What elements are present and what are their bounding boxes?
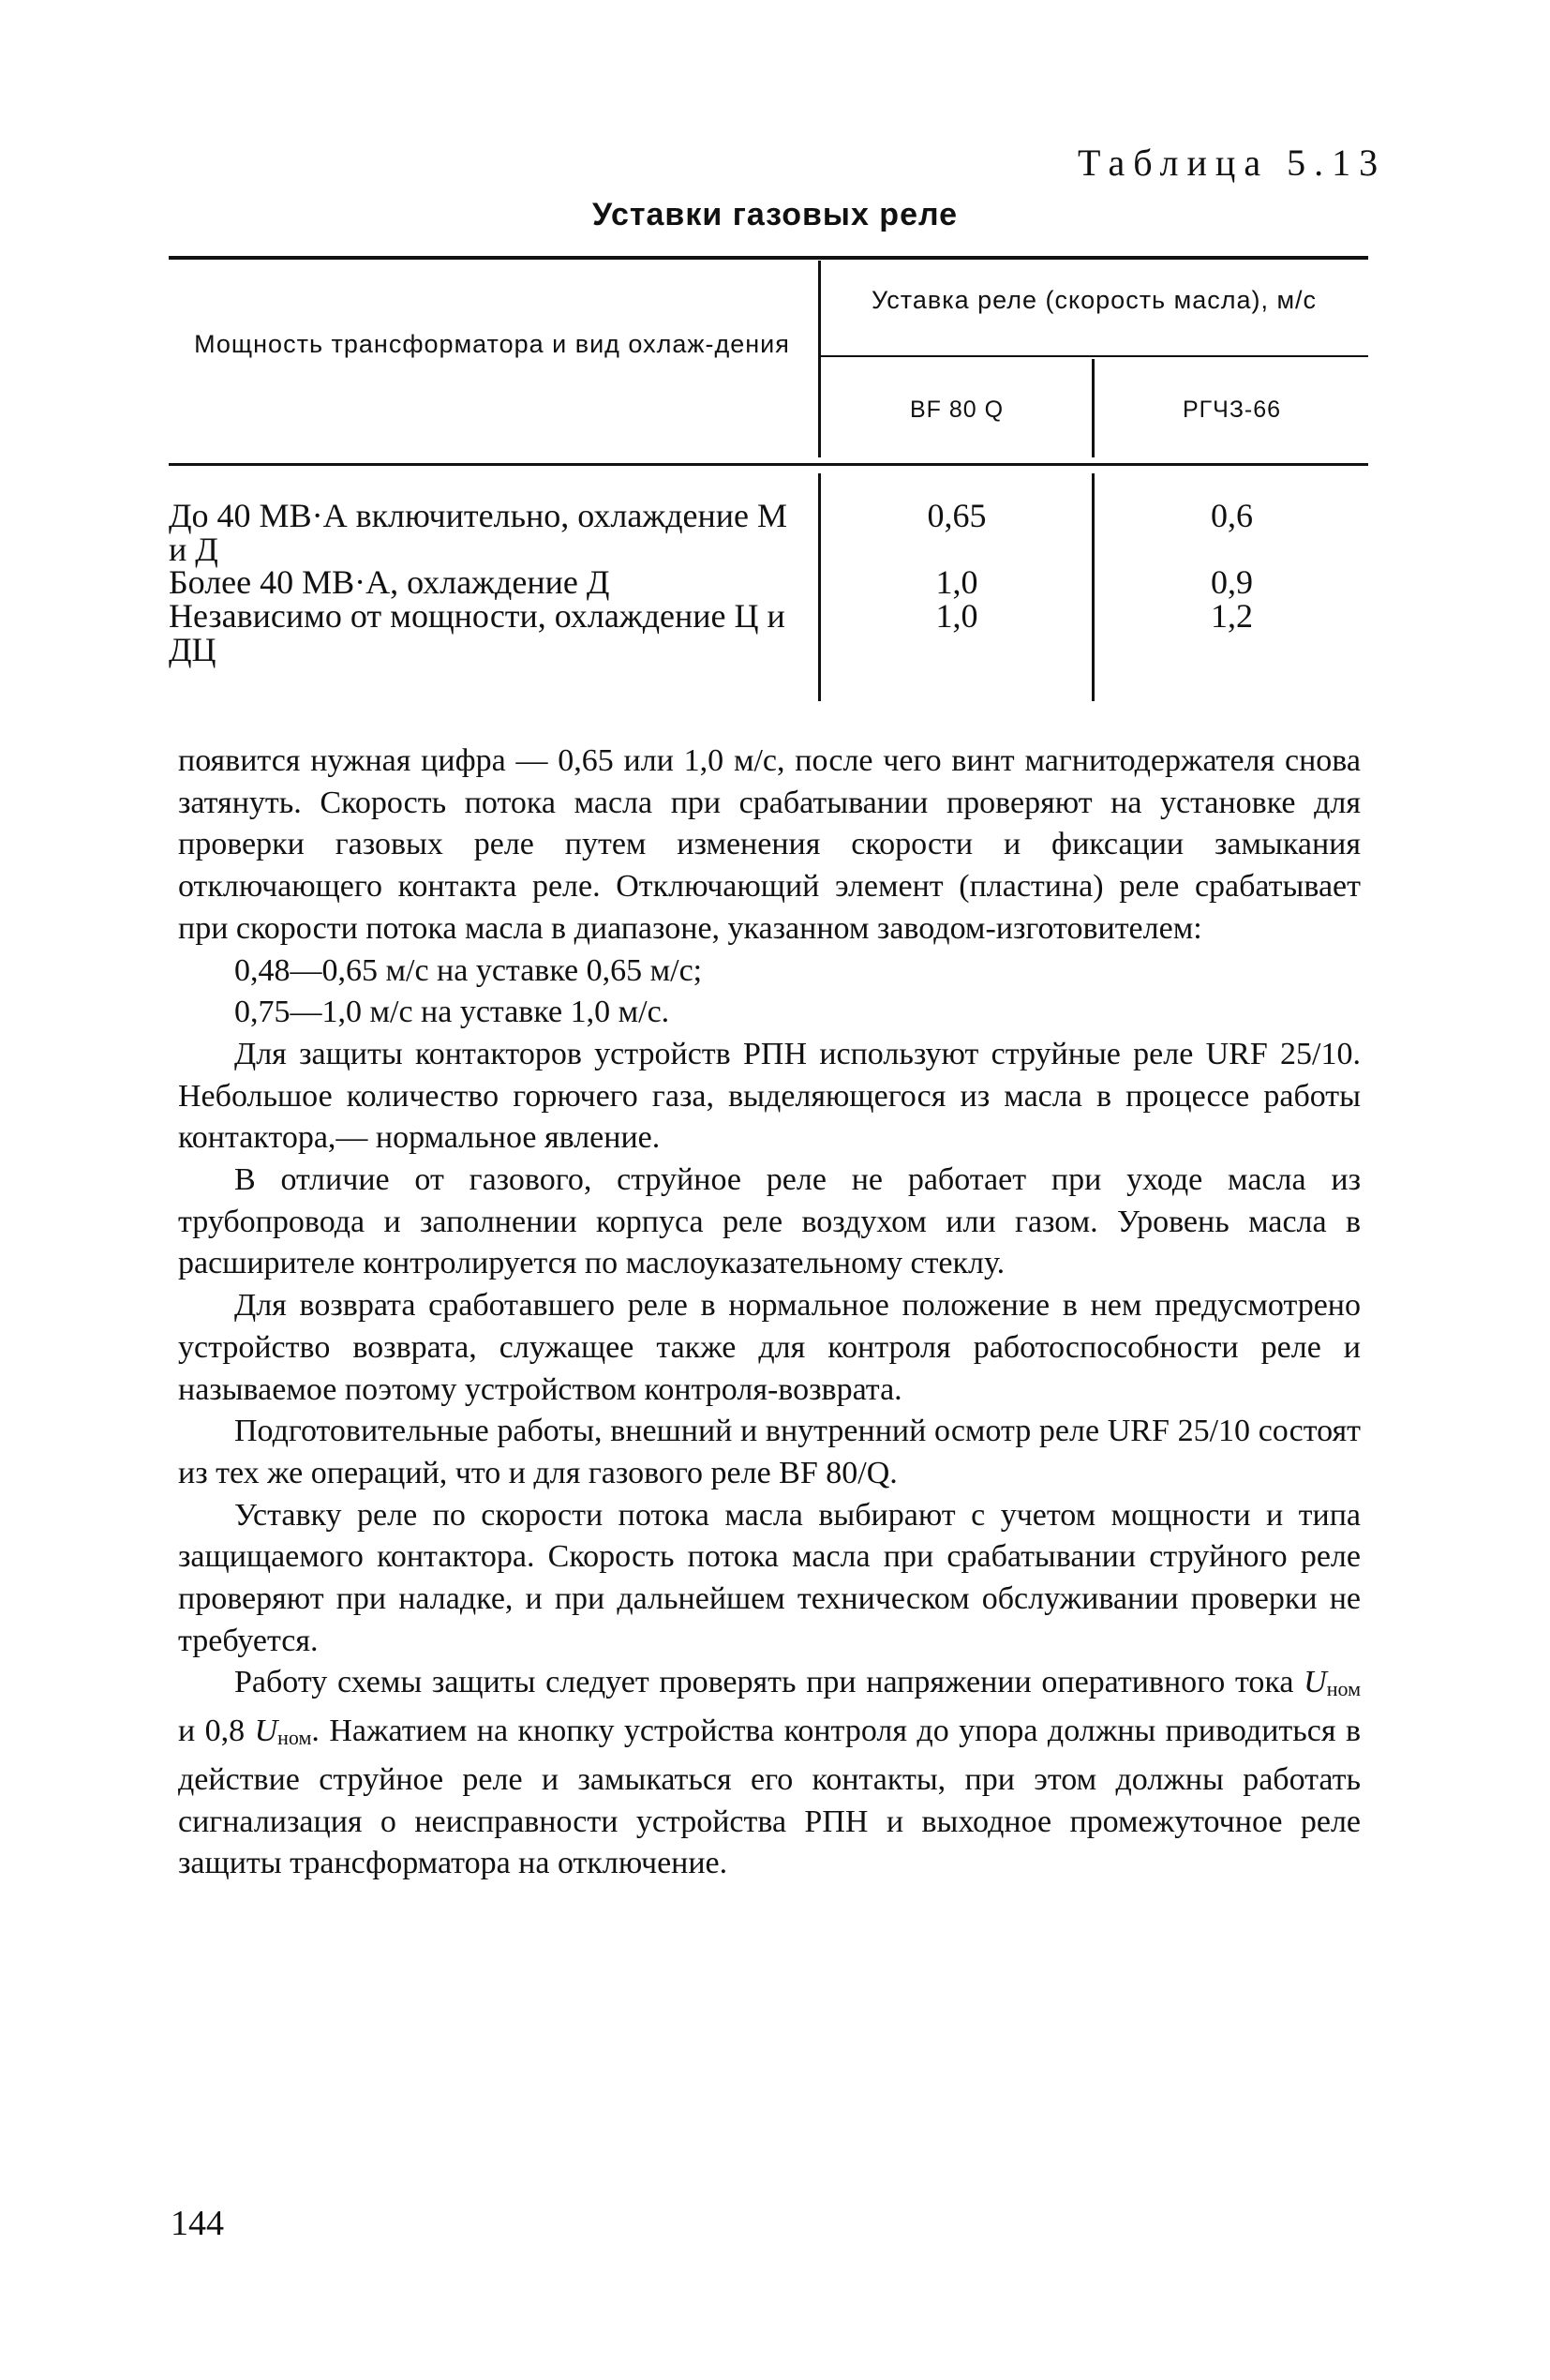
table-row-1-desc: До 40 МВ·А включительно, охлаждение М и Д <box>169 497 788 568</box>
table-row-1-bf: 0,65 <box>927 497 987 534</box>
header-group-rule <box>820 355 1368 357</box>
table-top-rule <box>169 256 1368 260</box>
header-rgch366: РГЧЗ-66 <box>1182 397 1282 423</box>
body-text <box>178 741 1361 1885</box>
header-bottom-rule <box>169 463 1368 466</box>
table-row-3-bf: 1,0 <box>935 597 978 635</box>
header-power-cooling: Мощность трансформатора и вид охлаж-дения <box>194 330 790 358</box>
paragraph-8: Уставку реле по скорости потока масла выбирают с учетом мощности и типа защищаемого контактора. Скорость потока масла при срабатывании струйного реле проверяют при наладке, и при дальнейшем техническом обслуживании проверки не требуется. <box>178 1497 1361 1658</box>
u-nom-subscript: ном <box>1326 1677 1361 1701</box>
paragraph-5: В отличие от газового, струйное реле не работает при уходе масла из трубопровода и заполнении корпуса реле воздухом или газом. Уровень масла в расширителе контролируется по маслоуказательному стеклу. <box>178 1162 1361 1281</box>
paragraph-1: появится нужная цифра — 0,65 или 1,0 м/с, после чего винт магнитодержателя снова затянуть. Скорость потока масла при срабатывании проверяют на установке для проверки газовых реле путем изменения скорости и фиксации замыкания отключающего контакта реле. Отключающий элемент (пластина) реле срабатывает при скорости потока масла в диапазоне, указанном заводом-изготовителем: <box>178 743 1361 946</box>
paragraph-6: Для возврата сработавшего реле в нормальное положение в нем предусмотрено устройство возврата, служащее также для контроля работоспособности реле и называемое поэтому устройством контроля-возврата. <box>178 1288 1361 1407</box>
table-row-2-bf: 1,0 <box>935 563 978 601</box>
u-nom-subscript-2: ном <box>277 1726 312 1750</box>
paragraph-9 <box>178 1662 1361 1885</box>
header-bf80q: BF 80 Q <box>909 397 1005 423</box>
paragraph-7: Подготовительные работы, внешний и внутренний осмотр реле URF 25/10 состоят из тех же операций, что и для газового реле BF 80/Q. <box>178 1414 1361 1490</box>
page-number: 144 <box>171 2204 224 2243</box>
table-row-3-desc: Независимо от мощности, охлаждение Ц и ДЦ <box>169 597 785 668</box>
table-row-2-rgch: 0,9 <box>1211 563 1253 601</box>
table-divider-2-header <box>1092 359 1095 457</box>
paragraph-9-part-a: Работу схемы защиты следует проверять при напряжении оперативного тока <box>234 1665 1304 1700</box>
table-divider-2-body <box>1092 473 1095 701</box>
table-row-2-desc: Более 40 МВ·А, охлаждение Д <box>169 563 610 601</box>
paragraph-9-part-b: и 0,8 <box>178 1714 255 1749</box>
table-title: Уставки газовых реле <box>591 197 959 232</box>
header-relay-setting: Уставка реле (скорость масла), м/с <box>871 286 1318 314</box>
table-row-1-rgch: 0,6 <box>1211 497 1253 534</box>
paragraph-9-part-c: . Нажатием на кнопку устройства контроля до упора должны приводиться в действие струйное реле и замыкаться его контакты, при этом должны работать сигнализация о неисправности устройства РПН и выходное промежуточное реле защиты трансформатора на отключение. <box>178 1714 1361 1881</box>
paragraph-4: Для защиты контакторов устройств РПН используют струйные реле URF 25/10. Небольшое количество горючего газа, выделяющегося из масла в процессе работы контактора,— нормальное явление. <box>178 1036 1361 1156</box>
table-label: Таблица 5.13 <box>1078 142 1387 184</box>
paragraph-3: 0,75—1,0 м/с на уставке 1,0 м/с. <box>234 995 670 1030</box>
u-nom-symbol: U <box>1304 1665 1327 1700</box>
table-row-3-rgch: 1,2 <box>1211 597 1253 635</box>
paragraph-2: 0,48—0,65 м/с на уставке 0,65 м/с; <box>234 952 703 988</box>
u-nom-symbol-2: U <box>254 1714 278 1749</box>
table-divider-1-body <box>818 473 821 701</box>
